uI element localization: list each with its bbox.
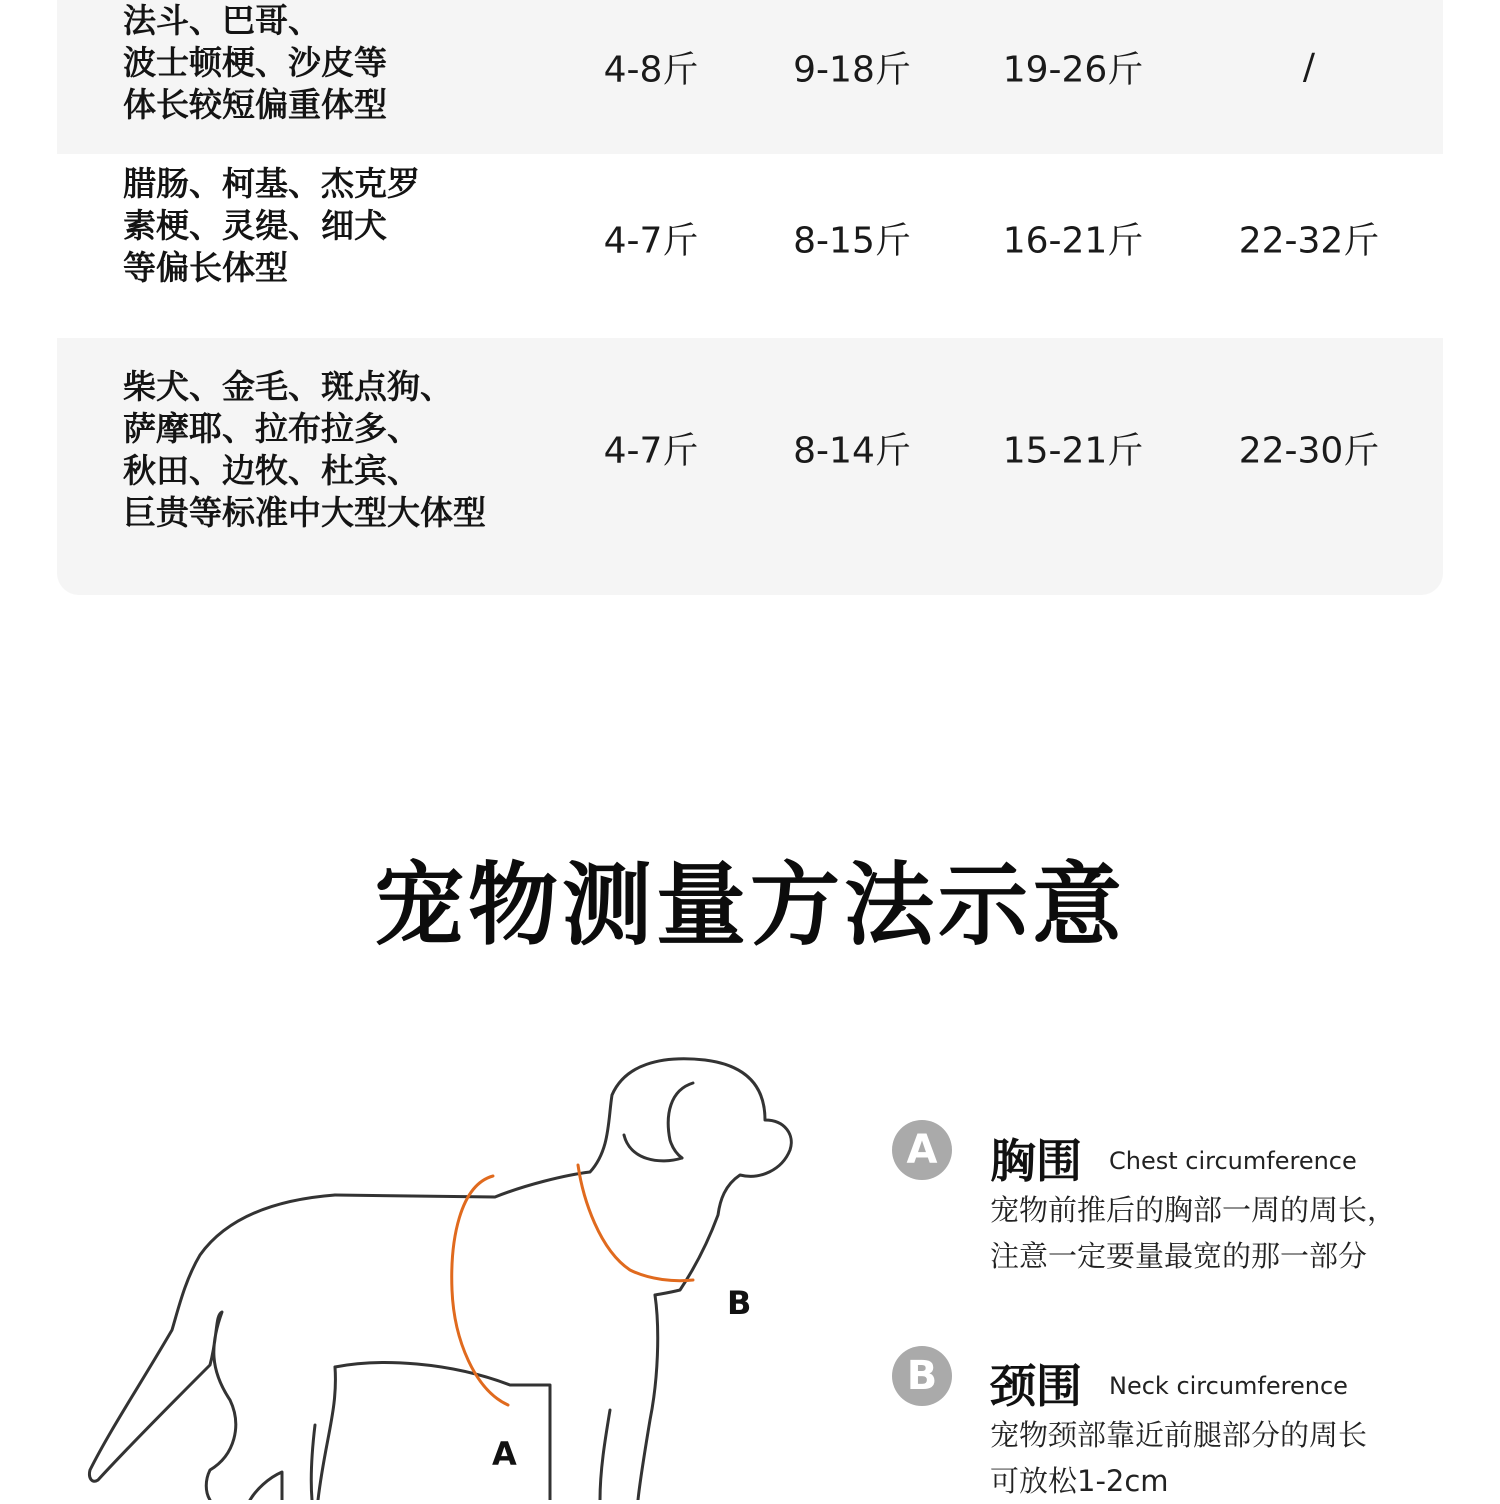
neck-title: 颈围 — [990, 1359, 1082, 1413]
table-row — [57, 154, 1443, 338]
size-cell: 19-26斤 — [1002, 49, 1144, 91]
badge-b: B — [892, 1346, 952, 1406]
breed-cell: 法斗、巴哥、 波士顿梗、沙皮等 体长较短偏重体型 — [123, 1, 387, 124]
table-row — [57, 338, 1443, 595]
point-a-label: A — [492, 1435, 517, 1473]
chest-title: 胸围 — [990, 1134, 1082, 1188]
chest-desc-line: 宠物前推后的胸部一周的周长， — [990, 1193, 1397, 1227]
size-cell: 4-8斤 — [603, 49, 699, 91]
size-cell: 4-7斤 — [603, 220, 699, 262]
breed-cell: 柴犬、金毛、斑点狗、 萨摩耶、拉布拉多、 秋田、边牧、杜宾、 巨贵等标准中大型大体型 — [123, 367, 486, 532]
size-cell: 8-14斤 — [793, 430, 911, 472]
neck-desc-line: 可放松1-2cm — [990, 1464, 1169, 1498]
section-title: 宠物测量方法示意 — [374, 853, 1126, 958]
point-b-label: B — [727, 1284, 752, 1322]
chest-desc-line: 注意一定要量最宽的那一部分 — [990, 1239, 1368, 1273]
size-cell: 15-21斤 — [1002, 430, 1144, 472]
dog-illustration — [0, 1040, 820, 1500]
size-cell: 4-7斤 — [603, 430, 699, 472]
neck-desc-line: 宠物颈部靠近前腿部分的周长 — [990, 1418, 1368, 1452]
badge-a: A — [892, 1120, 952, 1180]
size-cell: 22-30斤 — [1238, 430, 1380, 472]
breed-cell: 腊肠、柯基、杰克罗 素梗、灵缇、细犬 等偏长体型 — [123, 164, 420, 287]
size-cell: 22-32斤 — [1238, 220, 1380, 262]
size-cell: 16-21斤 — [1002, 220, 1144, 262]
size-cell: / — [1302, 46, 1316, 88]
size-cell: 9-18斤 — [793, 49, 911, 91]
size-cell: 8-15斤 — [793, 220, 911, 262]
table-row — [57, 0, 1443, 154]
neck-title-en: Neck circumference — [1109, 1372, 1348, 1400]
size-table — [57, 0, 1443, 595]
chest-title-en: Chest circumference — [1109, 1147, 1357, 1175]
